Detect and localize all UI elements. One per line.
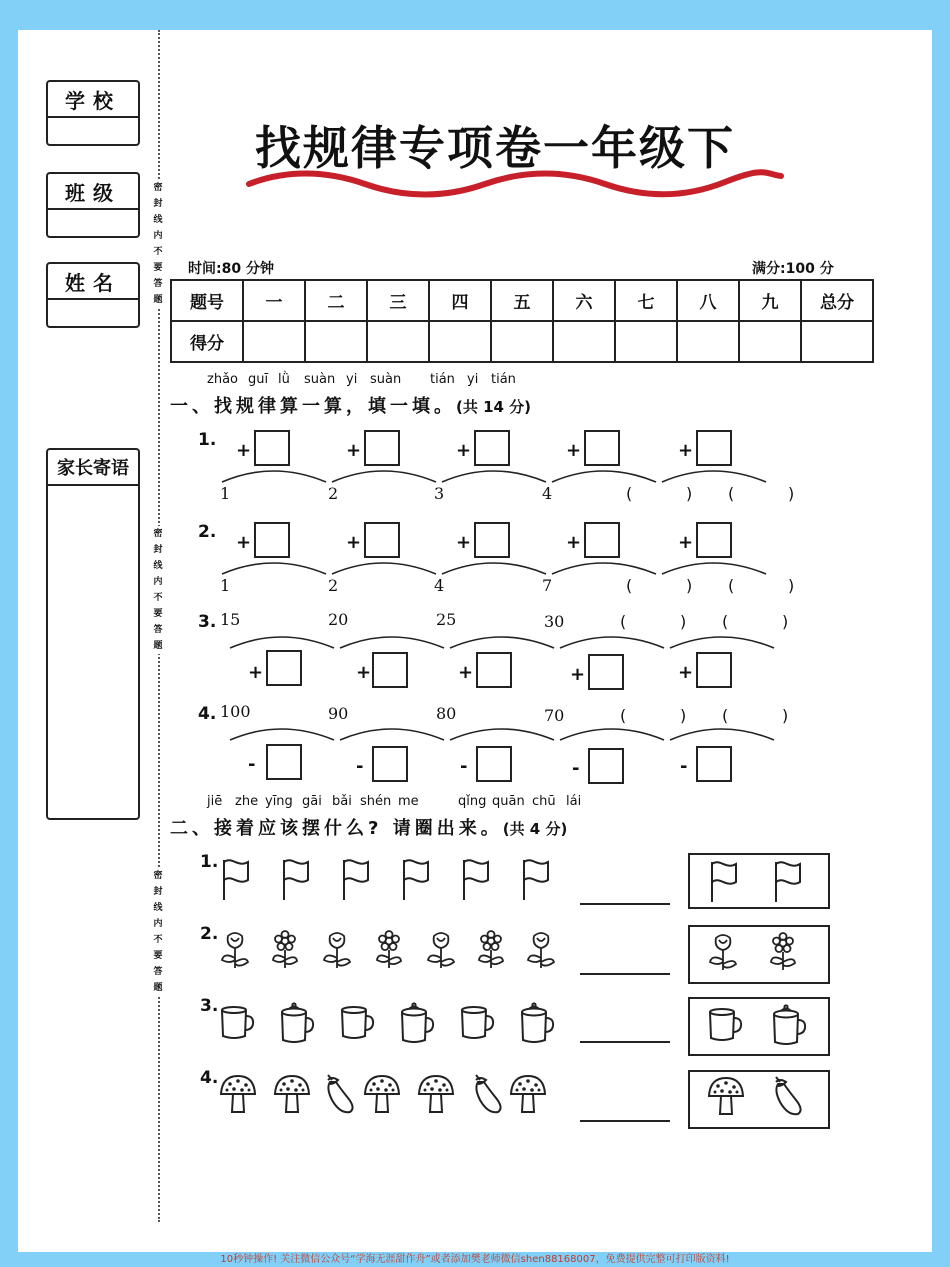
flower-icon bbox=[372, 930, 406, 976]
full-score-label: 满分:100 分 bbox=[752, 261, 834, 277]
paren-close: ) bbox=[782, 612, 789, 631]
plus-sign: + bbox=[356, 662, 372, 683]
pinyin: yi bbox=[346, 372, 358, 387]
mug-icon bbox=[518, 1002, 556, 1050]
mug-icon bbox=[278, 1002, 316, 1050]
plus-sign: + bbox=[456, 440, 472, 461]
minus-sign: - bbox=[572, 758, 580, 779]
question-number: 1. bbox=[200, 852, 219, 872]
score-header-cell: 二 bbox=[305, 280, 367, 321]
flag-icon bbox=[278, 856, 314, 906]
pinyin: chū bbox=[532, 794, 556, 809]
section1-heading bbox=[170, 392, 531, 418]
answer-line[interactable] bbox=[580, 1120, 670, 1122]
score-header-cell: 一 bbox=[243, 280, 305, 321]
pinyin: guī bbox=[248, 372, 269, 387]
answer-box[interactable] bbox=[364, 430, 400, 466]
answer-box[interactable] bbox=[474, 522, 510, 558]
flower-icon bbox=[474, 930, 508, 976]
answer-box[interactable] bbox=[476, 746, 512, 782]
sequence-number: 25 bbox=[436, 610, 457, 629]
rose-icon bbox=[320, 930, 354, 976]
cup-icon bbox=[458, 1002, 496, 1046]
plus-sign: + bbox=[248, 662, 264, 683]
score-header-cell: 总分 bbox=[801, 280, 873, 321]
eggplant-icon bbox=[322, 1074, 356, 1122]
seal-text-2: 密封线内不要答题 bbox=[150, 526, 166, 654]
sequence-number: 15 bbox=[220, 610, 241, 629]
pinyin: lái bbox=[566, 794, 582, 809]
paren-close: ) bbox=[686, 484, 693, 503]
flag-icon bbox=[398, 856, 434, 906]
sequence-number: 70 bbox=[544, 706, 565, 725]
plus-sign: + bbox=[566, 532, 582, 553]
plus-sign: + bbox=[678, 662, 694, 683]
plus-sign: + bbox=[236, 440, 252, 461]
arc-arrows bbox=[226, 630, 796, 654]
answer-box[interactable] bbox=[696, 430, 732, 466]
pinyin: suàn bbox=[304, 372, 336, 387]
paren-close: ) bbox=[686, 576, 693, 595]
rose-icon bbox=[524, 930, 558, 976]
time-label: 时间:80 分钟 bbox=[188, 261, 274, 277]
pinyin: quān bbox=[492, 794, 525, 809]
sequence-number: 3 bbox=[434, 484, 445, 503]
seal-text-3: 密封线内不要答题 bbox=[150, 868, 166, 996]
score-cell[interactable] bbox=[677, 321, 739, 362]
sequence-number: 30 bbox=[544, 612, 565, 631]
option-eggplant-icon[interactable] bbox=[770, 1076, 804, 1124]
sequence-number: 2 bbox=[328, 576, 339, 595]
minus-sign: - bbox=[356, 756, 364, 777]
rose-icon bbox=[424, 930, 458, 976]
answer-box[interactable] bbox=[696, 746, 732, 782]
answer-box[interactable] bbox=[584, 430, 620, 466]
paren-open: ( bbox=[626, 484, 633, 503]
footer-notice: 10秒钟操作! 关注微信公众号“学海无涯甜作舟”或者添加樊老师微信shen88168007，免费提供完整可打印版资料! bbox=[220, 1254, 730, 1265]
answer-box[interactable] bbox=[696, 522, 732, 558]
score-table bbox=[170, 279, 874, 363]
answer-box[interactable] bbox=[474, 430, 510, 466]
cup-icon bbox=[218, 1002, 256, 1046]
paren-open: ( bbox=[722, 612, 729, 631]
pinyin: tián bbox=[491, 372, 516, 387]
name-box[interactable] bbox=[46, 262, 140, 328]
name-label: 姓名 bbox=[48, 264, 138, 300]
paren-open: ( bbox=[728, 576, 735, 595]
flag-icon bbox=[218, 856, 254, 906]
score-cell[interactable] bbox=[429, 321, 491, 362]
plus-sign: + bbox=[346, 440, 362, 461]
answer-box[interactable] bbox=[476, 652, 512, 688]
paren-open: ( bbox=[626, 576, 633, 595]
sequence-number: 2 bbox=[328, 484, 339, 503]
mushroom-icon bbox=[508, 1074, 548, 1120]
answer-box[interactable] bbox=[372, 652, 408, 688]
parent-message-label: 家长寄语 bbox=[48, 450, 138, 486]
pinyin: yīng bbox=[265, 794, 293, 809]
plus-sign: + bbox=[570, 664, 586, 685]
plus-sign: + bbox=[456, 532, 472, 553]
pinyin: bǎi bbox=[332, 794, 352, 809]
option-mushroom-icon[interactable] bbox=[706, 1076, 746, 1122]
section2-points: (共 4 分) bbox=[502, 820, 568, 838]
answer-box[interactable] bbox=[588, 748, 624, 784]
answer-box[interactable] bbox=[588, 654, 624, 690]
plus-sign: + bbox=[566, 440, 582, 461]
plus-sign: + bbox=[678, 440, 694, 461]
pinyin: jiē bbox=[207, 794, 223, 809]
plus-sign: + bbox=[458, 662, 474, 683]
pinyin: tián bbox=[430, 372, 455, 387]
pinyin: gāi bbox=[302, 794, 322, 809]
sequence-number: 1 bbox=[220, 484, 231, 503]
mushroom-icon bbox=[362, 1074, 402, 1120]
score-cell[interactable] bbox=[615, 321, 677, 362]
answer-line[interactable] bbox=[580, 973, 670, 975]
sequence-number: 20 bbox=[328, 610, 349, 629]
answer-box[interactable] bbox=[266, 744, 302, 780]
section2-label: 二、接着应该摆什么? 请圈出来。 bbox=[170, 818, 503, 839]
minus-sign: - bbox=[248, 754, 256, 775]
school-box[interactable] bbox=[46, 80, 140, 146]
score-cell[interactable] bbox=[553, 321, 615, 362]
question-number: 4. bbox=[200, 1068, 219, 1088]
answer-box[interactable] bbox=[372, 746, 408, 782]
score-cell[interactable] bbox=[243, 321, 305, 362]
question-number: 3. bbox=[198, 612, 217, 632]
paren-close: ) bbox=[788, 484, 795, 503]
pinyin: zhǎo bbox=[207, 372, 238, 387]
rose-icon bbox=[218, 930, 252, 976]
section1-label: 一、找规律算一算，填一填。 bbox=[170, 396, 456, 417]
pinyin: lǜ bbox=[278, 372, 290, 387]
answer-line[interactable] bbox=[580, 1041, 670, 1043]
flag-icon bbox=[338, 856, 374, 906]
option-flag-icon[interactable] bbox=[706, 858, 742, 908]
answer-box[interactable] bbox=[254, 430, 290, 466]
score-header-cell: 八 bbox=[677, 280, 739, 321]
title-underline-wave bbox=[245, 168, 785, 198]
paren-close: ) bbox=[680, 612, 687, 631]
section1-points: (共 14 分) bbox=[456, 398, 532, 416]
pinyin: qǐng bbox=[458, 794, 487, 809]
paren-close: ) bbox=[680, 706, 687, 725]
mug-icon bbox=[398, 1002, 436, 1050]
option-cup-icon[interactable] bbox=[706, 1004, 744, 1048]
score-cell[interactable] bbox=[305, 321, 367, 362]
pinyin: zhe bbox=[235, 794, 259, 809]
question-number: 2. bbox=[200, 924, 219, 944]
question-number: 4. bbox=[198, 704, 217, 724]
class-box[interactable] bbox=[46, 172, 140, 238]
question-number: 2. bbox=[198, 522, 217, 542]
seal-text-1: 密封线内不要答题 bbox=[150, 180, 166, 308]
sequence-number: 80 bbox=[436, 704, 457, 723]
score-header-cell: 三 bbox=[367, 280, 429, 321]
eggplant-icon bbox=[470, 1074, 504, 1122]
sequence-number: 7 bbox=[542, 576, 553, 595]
answer-box[interactable] bbox=[696, 652, 732, 688]
score-header-cell: 四 bbox=[429, 280, 491, 321]
score-cell[interactable] bbox=[801, 321, 873, 362]
school-label: 学校 bbox=[48, 82, 138, 118]
plus-sign: + bbox=[678, 532, 694, 553]
pinyin: yi bbox=[467, 372, 479, 387]
answer-box[interactable] bbox=[584, 522, 620, 558]
sequence-number: 100 bbox=[220, 702, 251, 721]
option-flag-icon[interactable] bbox=[770, 858, 806, 908]
plus-sign: + bbox=[346, 532, 362, 553]
mushroom-icon bbox=[218, 1074, 258, 1120]
arc-arrows bbox=[218, 556, 788, 580]
minus-sign: - bbox=[460, 756, 468, 777]
option-mug-icon[interactable] bbox=[770, 1004, 808, 1052]
score-header-cell: 六 bbox=[553, 280, 615, 321]
sequence-number: 1 bbox=[220, 576, 231, 595]
pinyin: shén bbox=[360, 794, 392, 809]
page-title: 找规律专项卷一年级下 bbox=[255, 121, 735, 175]
score-header-cell: 九 bbox=[739, 280, 801, 321]
paren-open: ( bbox=[620, 706, 627, 725]
score-cell[interactable] bbox=[491, 321, 553, 362]
question-number: 3. bbox=[200, 996, 219, 1016]
option-flower-icon[interactable] bbox=[766, 932, 800, 978]
answer-line[interactable] bbox=[580, 903, 670, 905]
paren-close: ) bbox=[788, 576, 795, 595]
pinyin: me bbox=[398, 794, 419, 809]
answer-box[interactable] bbox=[364, 522, 400, 558]
paren-open: ( bbox=[620, 612, 627, 631]
paren-close: ) bbox=[782, 706, 789, 725]
mushroom-icon bbox=[272, 1074, 312, 1120]
sequence-number: 90 bbox=[328, 704, 349, 723]
score-header-cell: 五 bbox=[491, 280, 553, 321]
section2-heading bbox=[170, 814, 567, 840]
parent-message-box[interactable] bbox=[46, 448, 140, 820]
arc-arrows bbox=[218, 464, 788, 488]
class-label: 班级 bbox=[48, 174, 138, 210]
plus-sign: + bbox=[236, 532, 252, 553]
answer-box[interactable] bbox=[266, 650, 302, 686]
minus-sign: - bbox=[680, 756, 688, 777]
score-row-label: 得分 bbox=[171, 321, 243, 362]
flag-icon bbox=[518, 856, 554, 906]
paren-open: ( bbox=[722, 706, 729, 725]
paren-open: ( bbox=[728, 484, 735, 503]
sequence-number: 4 bbox=[542, 484, 553, 503]
sequence-number: 4 bbox=[434, 576, 445, 595]
pinyin: suàn bbox=[370, 372, 402, 387]
question-number: 1. bbox=[198, 430, 217, 450]
mushroom-icon bbox=[416, 1074, 456, 1120]
score-cell[interactable] bbox=[739, 321, 801, 362]
score-header-cell: 七 bbox=[615, 280, 677, 321]
answer-box[interactable] bbox=[254, 522, 290, 558]
cup-icon bbox=[338, 1002, 376, 1046]
arc-arrows bbox=[226, 722, 796, 746]
option-rose-icon[interactable] bbox=[706, 932, 740, 978]
score-header-cell: 题号 bbox=[171, 280, 243, 321]
flower-icon bbox=[268, 930, 302, 976]
flag-icon bbox=[458, 856, 494, 906]
score-cell[interactable] bbox=[367, 321, 429, 362]
